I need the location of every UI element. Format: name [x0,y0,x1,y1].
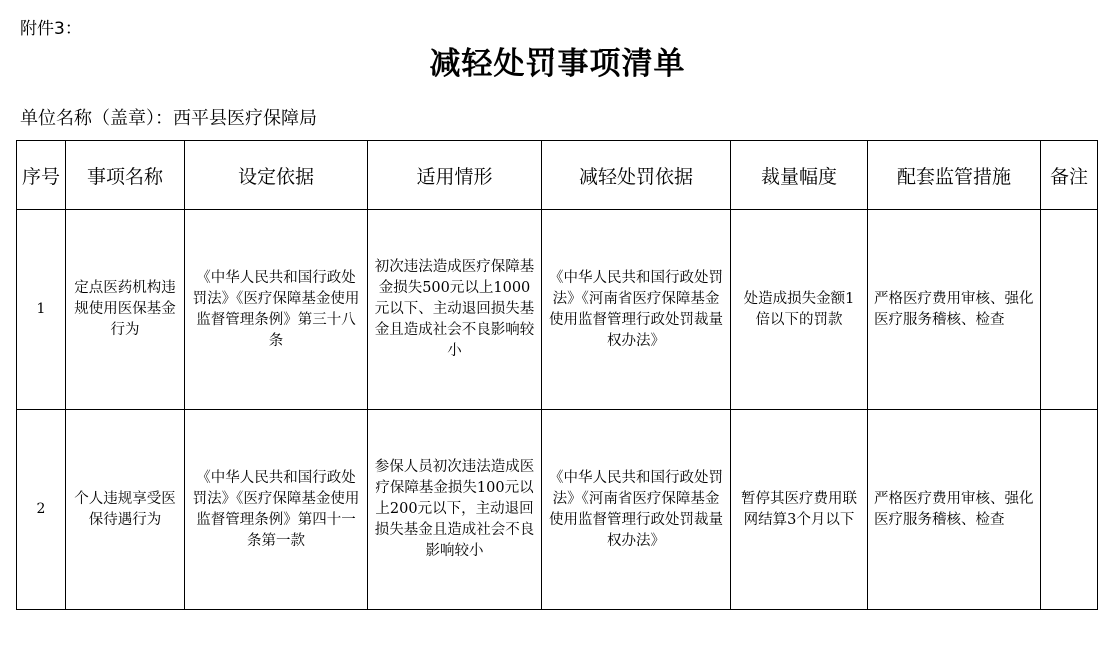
cell-measures: 严格医疗费用审核、强化医疗服务稽核、检查 [868,410,1041,610]
cell-situation: 参保人员初次违法造成医疗保障基金损失100元以上200元以下，主动退回损失基金且造成社会不良影响较小 [368,410,542,610]
cell-remarks [1041,210,1098,410]
document-title: 减轻处罚事项清单 [429,46,686,82]
header-item-name: 事项名称 [66,141,185,210]
header-remarks: 备注 [1041,141,1098,210]
cell-mitigation-basis: 《中华人民共和国行政处罚法》《河南省医疗保障基金使用监督管理行政处罚裁量权办法》 [542,410,731,610]
cell-discretion: 处造成损失金额1倍以下的罚款 [731,210,868,410]
header-situation: 适用情形 [368,141,542,210]
cell-discretion: 暂停其医疗费用联网结算3个月以下 [731,410,868,610]
header-measures: 配套监管措施 [868,141,1041,210]
cell-item-name: 定点医药机构违规使用医保基金行为 [66,210,185,410]
cell-mitigation-basis: 《中华人民共和国行政处罚法》《河南省医疗保障基金使用监督管理行政处罚裁量权办法》 [542,210,731,410]
table-row [17,210,1098,410]
cell-situation: 初次违法造成医疗保障基金损失500元以上1000元以下、主动退回损失基金且造成社会不良影响较小 [368,210,542,410]
header-discretion: 裁量幅度 [731,141,868,210]
cell-basis: 《中华人民共和国行政处罚法》《医疗保障基金使用监督管理条例》第四十一条第一款 [185,410,368,610]
cell-item-name: 个人违规享受医保待遇行为 [66,410,185,610]
table-header-row [17,141,1098,210]
cell-no: 2 [17,410,66,610]
header-mitigation-basis: 减轻处罚依据 [542,141,731,210]
cell-measures: 严格医疗费用审核、强化医疗服务稽核、检查 [868,210,1041,410]
header-no: 序号 [17,141,66,210]
cell-no: 1 [17,210,66,410]
cell-basis: 《中华人民共和国行政处罚法》《医疗保障基金使用监督管理条例》第三十八条 [185,210,368,410]
cell-remarks [1041,410,1098,610]
header-basis: 设定依据 [185,141,368,210]
table-row [17,410,1098,610]
penalty-mitigation-table [16,140,1098,610]
unit-name-line: 单位名称（盖章）：西平县医疗保障局 [20,108,317,129]
attachment-label: 附件3： [20,19,82,39]
